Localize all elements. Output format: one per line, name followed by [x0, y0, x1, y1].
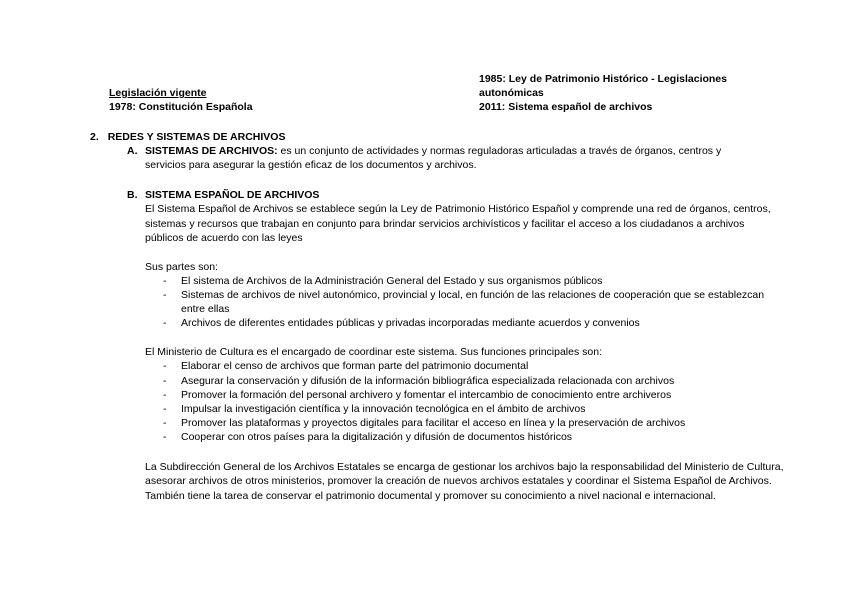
subdirectorate-paragraph: La Subdirección General de los Archivos Estatales se encarga de gestionar los archivos bajo la responsabilidad del Ministerio de Cultura, asesorar archivos de otros ministerios, promover la creación de nuevos archivos estatales y coordinar el Sistema Español de Archivos. También tiene la tarea de conservar el patrimonio documental y promover su conocimiento a nivel nacional e internacional. [145, 460, 784, 502]
bullet-dash: - [163, 402, 167, 415]
archive-systems-term: SISTEMAS DE ARCHIVOS: [145, 145, 278, 157]
ministry-intro: El Ministerio de Cultura es el encargado de coordinar este sistema. Sus funciones principales son: [145, 346, 602, 359]
archive-systems-definition-2: servicios para asegurar la gestión eficaz de los documentos y archivos. [145, 159, 477, 171]
legislation-header-right [479, 72, 727, 114]
section-2-number: 2. [90, 131, 99, 143]
item-a-block [145, 144, 785, 172]
archive-system-law: 2011: Sistema español de archivos [479, 101, 653, 113]
bullet-dash: - [163, 360, 167, 373]
list-item: - Sistemas de archivos de nivel autonómico, provincial y local, en función de las relaciones de cooperación que se establezcan entre ellas [163, 288, 765, 315]
item-a-letter: A. [127, 145, 138, 157]
heritage-law-line1: 1985: Ley de Patrimonio Histórico - Legislaciones [479, 73, 727, 85]
list-item: - Cooperar con otros países para la digitalización y difusión de documentos históricos [163, 431, 573, 444]
bullet-dash: - [163, 317, 167, 330]
item-b-block [145, 188, 785, 503]
bullet-dash: - [163, 417, 167, 430]
bullet-dash: - [163, 374, 167, 387]
list-item: - Archivos de diferentes entidades públicas y privadas incorporadas mediante acuerdos y convenios [163, 317, 640, 330]
list-item: - El sistema de Archivos de la Administración General del Estado y sus organismos públicos [163, 274, 603, 287]
bullet-dash: - [163, 431, 167, 444]
bullet-dash: - [163, 388, 167, 401]
list-item: - Impulsar la investigación científica y la innovación tecnológica en el ámbito de archivos [163, 402, 586, 415]
heritage-law-line2: autonómicas [479, 87, 544, 99]
list-item: - Promover la formación del personal archivero y fomentar el intercambio de conocimiento entre archiveros [163, 388, 672, 401]
current-legislation-title: Legislación vigente [109, 87, 207, 99]
archive-systems-definition-1: es un conjunto de actividades y normas reguladoras articuladas a través de órganos, centros y [277, 145, 722, 157]
list-item: - Asegurar la conservación y difusión de la información bibliográfica especializada relacionada con archivos [163, 374, 675, 387]
section-2-heading [90, 130, 285, 144]
list-item: - Promover las plataformas y proyectos digitales para facilitar el acceso en línea y la preservación de archivos [163, 417, 686, 430]
bullet-dash: - [163, 274, 167, 287]
parts-list [145, 274, 785, 331]
legislation-header-left [109, 86, 253, 114]
item-b-letter: B. [127, 189, 138, 201]
functions-list [145, 359, 785, 444]
section-2-title: REDES Y SISTEMAS DE ARCHIVOS [107, 131, 286, 143]
spanish-archive-system-title: SISTEMA ESPAÑOL DE ARCHIVOS [145, 189, 320, 201]
bullet-dash: - [163, 288, 167, 301]
list-item: - Elaborar el censo de archivos que forman parte del patrimonio documental [163, 360, 529, 373]
constitution-item: 1978: Constitución Española [109, 101, 253, 113]
spanish-archive-system-intro: El Sistema Español de Archivos se establece según la Ley de Patrimonio Histórico Español y comprende una red de órganos, centros, sistemas y recursos que trabajan en conjunto para brindar servicios archivísticos y facilitar el acceso a los ciudadanos a archivos públicos de acuerdo con las leyes [145, 203, 771, 244]
parts-label: Sus partes son: [145, 260, 218, 273]
